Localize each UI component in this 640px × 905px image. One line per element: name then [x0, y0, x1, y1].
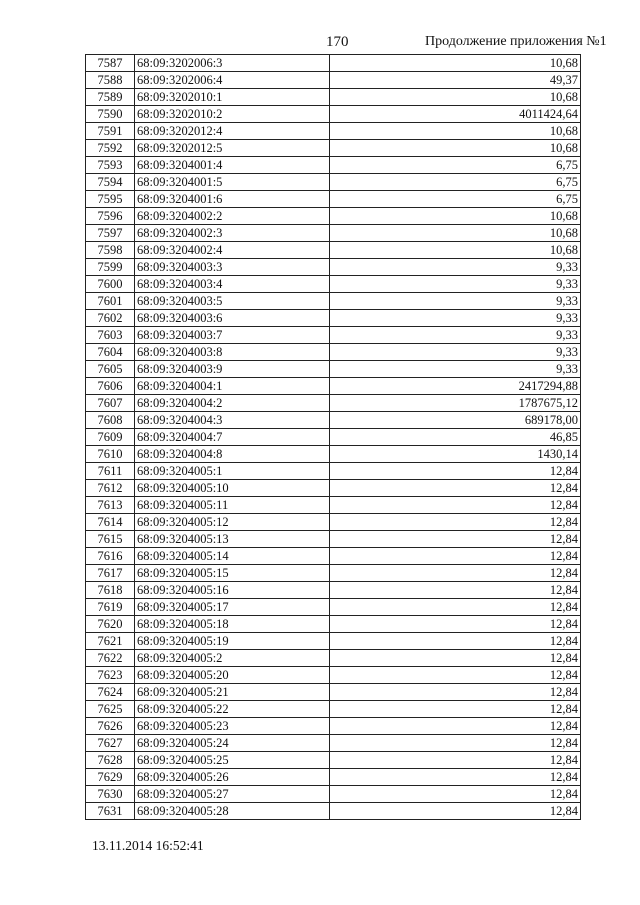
cadastral-number-cell: 68:09:3204005:26 [135, 769, 330, 786]
cadastral-number-cell: 68:09:3204003:8 [135, 344, 330, 361]
table-row [86, 293, 581, 310]
cadastral-number-cell: 68:09:3204003:5 [135, 293, 330, 310]
table-row [86, 752, 581, 769]
table-row [86, 633, 581, 650]
row-number-cell: 7616 [86, 548, 135, 565]
table-row [86, 446, 581, 463]
cadastral-number-cell: 68:09:3204003:4 [135, 276, 330, 293]
value-cell: 12,84 [330, 803, 581, 820]
cadastral-number-cell: 68:09:3204003:9 [135, 361, 330, 378]
table-row [86, 259, 581, 276]
row-number-cell: 7601 [86, 293, 135, 310]
value-cell: 12,84 [330, 701, 581, 718]
row-number-cell: 7610 [86, 446, 135, 463]
cadastral-number-cell: 68:09:3204005:18 [135, 616, 330, 633]
cadastral-number-cell: 68:09:3204004:7 [135, 429, 330, 446]
table-row [86, 361, 581, 378]
table-row [86, 514, 581, 531]
cadastral-number-cell: 68:09:3204003:3 [135, 259, 330, 276]
value-cell: 10,68 [330, 208, 581, 225]
row-number-cell: 7620 [86, 616, 135, 633]
row-number-cell: 7599 [86, 259, 135, 276]
table-row [86, 344, 581, 361]
page-number: 170 [326, 34, 349, 50]
cadastral-number-cell: 68:09:3202006:4 [135, 72, 330, 89]
row-number-cell: 7596 [86, 208, 135, 225]
cadastral-number-cell: 68:09:3204005:16 [135, 582, 330, 599]
cadastral-number-cell: 68:09:3204005:27 [135, 786, 330, 803]
cadastral-number-cell: 68:09:3204004:3 [135, 412, 330, 429]
row-number-cell: 7618 [86, 582, 135, 599]
cadastral-number-cell: 68:09:3204005:19 [135, 633, 330, 650]
value-cell: 1787675,12 [330, 395, 581, 412]
row-number-cell: 7627 [86, 735, 135, 752]
cadastral-number-cell: 68:09:3204002:3 [135, 225, 330, 242]
cadastral-number-cell: 68:09:3202012:5 [135, 140, 330, 157]
footer-timestamp: 13.11.2014 16:52:41 [92, 838, 204, 853]
value-cell: 9,33 [330, 344, 581, 361]
cadastral-number-cell: 68:09:3204001:4 [135, 157, 330, 174]
value-cell: 10,68 [330, 123, 581, 140]
cadastral-number-cell: 68:09:3204005:24 [135, 735, 330, 752]
table-row [86, 582, 581, 599]
value-cell: 10,68 [330, 225, 581, 242]
row-number-cell: 7592 [86, 140, 135, 157]
row-number-cell: 7611 [86, 463, 135, 480]
row-number-cell: 7617 [86, 565, 135, 582]
table-row [86, 599, 581, 616]
value-cell: 49,37 [330, 72, 581, 89]
table-row [86, 616, 581, 633]
row-number-cell: 7602 [86, 310, 135, 327]
cadastral-number-cell: 68:09:3204005:28 [135, 803, 330, 820]
row-number-cell: 7603 [86, 327, 135, 344]
value-cell: 12,84 [330, 650, 581, 667]
value-cell: 12,84 [330, 752, 581, 769]
row-number-cell: 7614 [86, 514, 135, 531]
table-row [86, 395, 581, 412]
value-cell: 12,84 [330, 718, 581, 735]
cadastral-number-cell: 68:09:3204001:5 [135, 174, 330, 191]
table-row [86, 157, 581, 174]
row-number-cell: 7615 [86, 531, 135, 548]
table-row [86, 140, 581, 157]
appendix-continuation-note: Продолжение приложения №1 [425, 34, 607, 49]
value-cell: 4011424,64 [330, 106, 581, 123]
table-row [86, 412, 581, 429]
table-row [86, 378, 581, 395]
cadastral-number-cell: 68:09:3204004:1 [135, 378, 330, 395]
table-row [86, 667, 581, 684]
value-cell: 10,68 [330, 140, 581, 157]
cadastral-number-cell: 68:09:3204005:21 [135, 684, 330, 701]
table-row [86, 650, 581, 667]
value-cell: 12,84 [330, 667, 581, 684]
value-cell: 12,84 [330, 616, 581, 633]
row-number-cell: 7605 [86, 361, 135, 378]
table-row [86, 786, 581, 803]
row-number-cell: 7626 [86, 718, 135, 735]
cadastral-number-cell: 68:09:3204003:7 [135, 327, 330, 344]
cadastral-number-cell: 68:09:3202006:3 [135, 55, 330, 72]
cadastral-number-cell: 68:09:3204005:14 [135, 548, 330, 565]
table-row [86, 565, 581, 582]
cadastral-number-cell: 68:09:3204002:4 [135, 242, 330, 259]
cadastral-number-cell: 68:09:3204005:20 [135, 667, 330, 684]
table-row [86, 242, 581, 259]
row-number-cell: 7587 [86, 55, 135, 72]
table-row [86, 480, 581, 497]
value-cell: 12,84 [330, 769, 581, 786]
cadastral-number-cell: 68:09:3204003:6 [135, 310, 330, 327]
row-number-cell: 7604 [86, 344, 135, 361]
value-cell: 12,84 [330, 497, 581, 514]
value-cell: 12,84 [330, 480, 581, 497]
cadastral-number-cell: 68:09:3202010:2 [135, 106, 330, 123]
cadastral-number-cell: 68:09:3204005:25 [135, 752, 330, 769]
cadastral-number-cell: 68:09:3204005:22 [135, 701, 330, 718]
table-row [86, 123, 581, 140]
table-row [86, 531, 581, 548]
value-cell: 9,33 [330, 276, 581, 293]
row-number-cell: 7622 [86, 650, 135, 667]
table-row [86, 684, 581, 701]
cadastral-value-table [85, 54, 581, 820]
row-number-cell: 7606 [86, 378, 135, 395]
value-cell: 12,84 [330, 565, 581, 582]
row-number-cell: 7608 [86, 412, 135, 429]
table-row [86, 310, 581, 327]
cadastral-number-cell: 68:09:3204005:1 [135, 463, 330, 480]
cadastral-number-cell: 68:09:3204005:23 [135, 718, 330, 735]
row-number-cell: 7628 [86, 752, 135, 769]
table-row [86, 701, 581, 718]
table-row [86, 225, 581, 242]
cadastral-number-cell: 68:09:3204002:2 [135, 208, 330, 225]
cadastral-number-cell: 68:09:3202012:4 [135, 123, 330, 140]
value-cell: 9,33 [330, 310, 581, 327]
cadastral-number-cell: 68:09:3204005:2 [135, 650, 330, 667]
value-cell: 12,84 [330, 582, 581, 599]
table-row [86, 208, 581, 225]
table-row [86, 55, 581, 72]
row-number-cell: 7625 [86, 701, 135, 718]
table-row [86, 769, 581, 786]
row-number-cell: 7588 [86, 72, 135, 89]
value-cell: 6,75 [330, 157, 581, 174]
row-number-cell: 7621 [86, 633, 135, 650]
value-cell: 9,33 [330, 293, 581, 310]
table-row [86, 276, 581, 293]
value-cell: 12,84 [330, 548, 581, 565]
row-number-cell: 7598 [86, 242, 135, 259]
row-number-cell: 7629 [86, 769, 135, 786]
value-cell: 6,75 [330, 191, 581, 208]
table-row [86, 191, 581, 208]
table-row [86, 803, 581, 820]
value-cell: 1430,14 [330, 446, 581, 463]
value-cell: 689178,00 [330, 412, 581, 429]
row-number-cell: 7609 [86, 429, 135, 446]
row-number-cell: 7597 [86, 225, 135, 242]
value-cell: 2417294,88 [330, 378, 581, 395]
table-row [86, 106, 581, 123]
value-cell: 12,84 [330, 599, 581, 616]
row-number-cell: 7613 [86, 497, 135, 514]
value-cell: 12,84 [330, 786, 581, 803]
value-cell: 12,84 [330, 514, 581, 531]
cadastral-number-cell: 68:09:3204005:13 [135, 531, 330, 548]
table-row [86, 89, 581, 106]
row-number-cell: 7619 [86, 599, 135, 616]
row-number-cell: 7591 [86, 123, 135, 140]
row-number-cell: 7590 [86, 106, 135, 123]
row-number-cell: 7594 [86, 174, 135, 191]
value-cell: 10,68 [330, 89, 581, 106]
cadastral-number-cell: 68:09:3204005:11 [135, 497, 330, 514]
cadastral-number-cell: 68:09:3204004:2 [135, 395, 330, 412]
row-number-cell: 7600 [86, 276, 135, 293]
row-number-cell: 7630 [86, 786, 135, 803]
value-cell: 9,33 [330, 361, 581, 378]
table-row [86, 72, 581, 89]
table-row [86, 718, 581, 735]
value-cell: 10,68 [330, 242, 581, 259]
cadastral-number-cell: 68:09:3204005:10 [135, 480, 330, 497]
value-cell: 12,84 [330, 531, 581, 548]
table-row [86, 327, 581, 344]
value-cell: 46,85 [330, 429, 581, 446]
row-number-cell: 7624 [86, 684, 135, 701]
cadastral-number-cell: 68:09:3204004:8 [135, 446, 330, 463]
value-cell: 12,84 [330, 633, 581, 650]
value-cell: 12,84 [330, 463, 581, 480]
value-cell: 12,84 [330, 735, 581, 752]
row-number-cell: 7607 [86, 395, 135, 412]
row-number-cell: 7631 [86, 803, 135, 820]
value-cell: 12,84 [330, 684, 581, 701]
table-row [86, 735, 581, 752]
row-number-cell: 7589 [86, 89, 135, 106]
cadastral-number-cell: 68:09:3204005:17 [135, 599, 330, 616]
cadastral-number-cell: 68:09:3204005:12 [135, 514, 330, 531]
table-row [86, 463, 581, 480]
cadastral-number-cell: 68:09:3204001:6 [135, 191, 330, 208]
row-number-cell: 7612 [86, 480, 135, 497]
row-number-cell: 7593 [86, 157, 135, 174]
cadastral-number-cell: 68:09:3204005:15 [135, 565, 330, 582]
table-row [86, 429, 581, 446]
value-cell: 10,68 [330, 55, 581, 72]
value-cell: 6,75 [330, 174, 581, 191]
table-row [86, 548, 581, 565]
table-body [86, 55, 581, 820]
cadastral-number-cell: 68:09:3202010:1 [135, 89, 330, 106]
row-number-cell: 7595 [86, 191, 135, 208]
value-cell: 9,33 [330, 327, 581, 344]
table-row [86, 174, 581, 191]
table-row [86, 497, 581, 514]
value-cell: 9,33 [330, 259, 581, 276]
row-number-cell: 7623 [86, 667, 135, 684]
